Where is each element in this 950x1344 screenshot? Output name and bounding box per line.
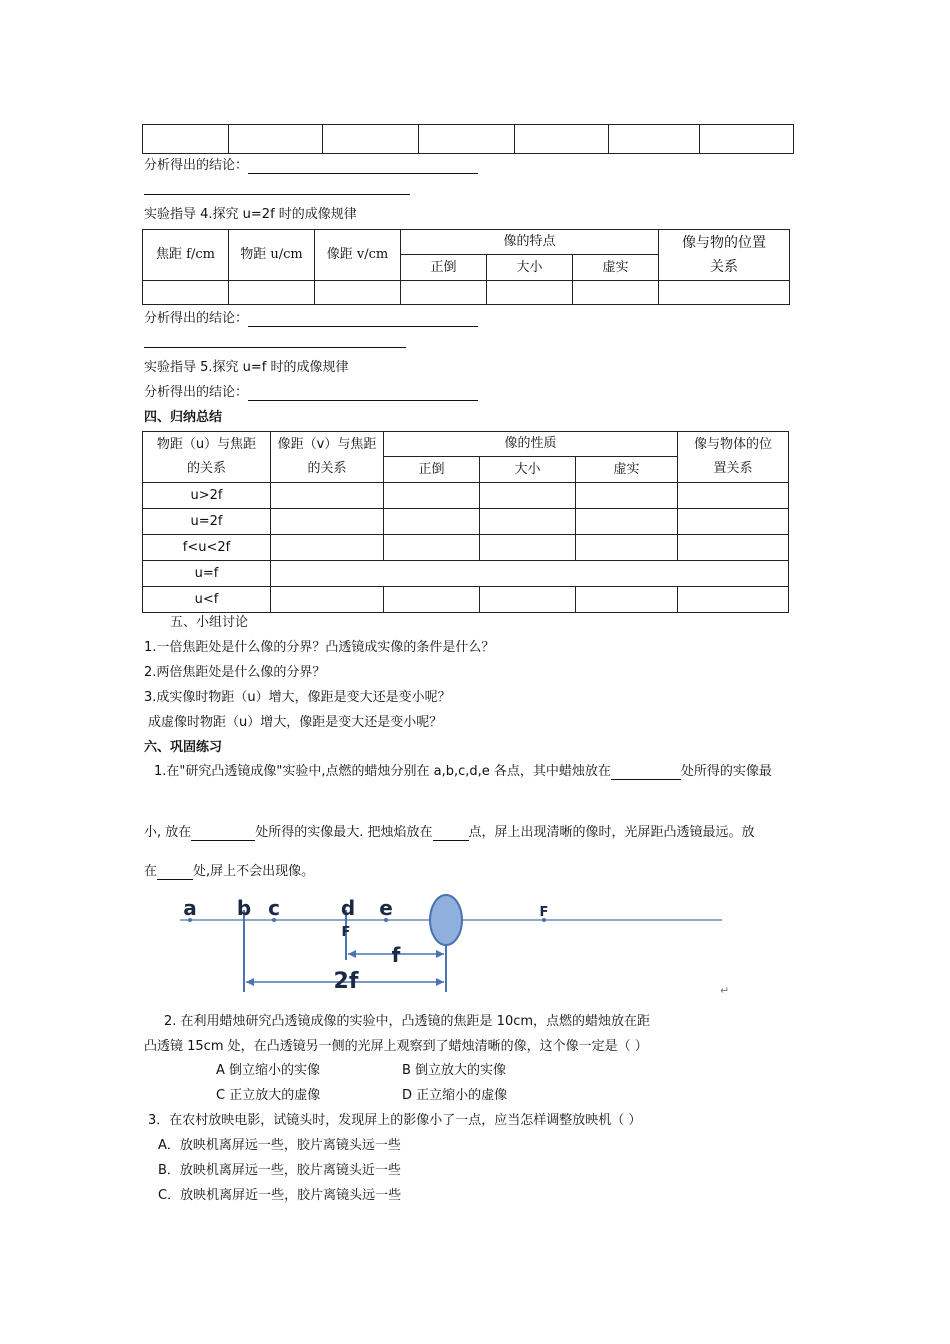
- exercise-text: 处所得的实像最: [680, 764, 772, 779]
- answer-blank[interactable]: [248, 386, 478, 401]
- header-line: 物距（u）与焦距: [156, 437, 257, 452]
- row-label: f<u<2f: [143, 535, 271, 561]
- header-size: 大小: [487, 255, 573, 281]
- lens-diagram: [170, 890, 740, 1000]
- section6-title: 六、巩固练习: [144, 740, 223, 755]
- discussion-q1: 1.一倍焦距处是什么像的分界？凸透镜成实像的条件是什么？: [144, 640, 495, 655]
- table-cell[interactable]: [678, 483, 789, 509]
- answer-blank[interactable]: [248, 312, 478, 327]
- table-cell[interactable]: [271, 587, 384, 613]
- table-cell[interactable]: [678, 509, 789, 535]
- header-image-distance: 像距 v/cm: [315, 230, 401, 281]
- label-e: e: [379, 896, 393, 920]
- exercise-2-line1: 2. 在利用蜡烛研究凸透镜成像的实验中，凸透镜的焦距是 10cm，点燃的蜡烛放在距: [164, 1014, 651, 1029]
- label-d: d: [340, 896, 356, 920]
- header-line: 像与物体的位: [693, 437, 772, 452]
- table-cell[interactable]: [487, 281, 573, 305]
- table-cell[interactable]: [700, 125, 794, 154]
- header-object-distance: 物距 u/cm: [229, 230, 315, 281]
- arrow-head: [246, 978, 254, 986]
- table-cell[interactable]: [576, 509, 678, 535]
- table-cell[interactable]: [323, 125, 419, 154]
- exercise-1-line2: [144, 825, 755, 841]
- header-image-features: 像的特点: [401, 230, 659, 255]
- header-real-virtual: 虚实: [576, 457, 678, 483]
- table-cell[interactable]: [271, 483, 384, 509]
- table-cell[interactable]: [678, 587, 789, 613]
- conclusion-label: 分析得出的结论：: [144, 311, 249, 326]
- top-table: [142, 124, 794, 154]
- header-real-virtual: 虚实: [573, 255, 659, 281]
- table-cell[interactable]: [315, 281, 401, 305]
- exercise-text: 在: [144, 864, 158, 879]
- exercise-2-line2: 凸透镜 15cm 处，在凸透镜另一侧的光屏上观察到了蜡烛清晰的像，这个像一定是（ ）: [144, 1039, 648, 1054]
- table-cell[interactable]: [678, 535, 789, 561]
- table-cell[interactable]: [384, 587, 480, 613]
- table-cell[interactable]: [229, 125, 323, 154]
- table-cell[interactable]: [143, 125, 229, 154]
- exercise-text: 小, 放在: [144, 825, 192, 840]
- table-cell[interactable]: [576, 587, 678, 613]
- header-orientation: 正倒: [401, 255, 487, 281]
- table-cell[interactable]: [573, 281, 659, 305]
- answer-blank[interactable]: [433, 826, 469, 841]
- table-cell[interactable]: [419, 125, 515, 154]
- arrow-head: [348, 950, 356, 958]
- table-cell[interactable]: [143, 281, 229, 305]
- answer-blank[interactable]: [248, 159, 478, 174]
- row-label: u=f: [143, 561, 271, 587]
- exercise-3-question: 3．在农村放映电影，试镜头时，发现屏上的影像小了一点，应当怎样调整放映机（ ）: [148, 1113, 642, 1128]
- table-cell[interactable]: [480, 509, 576, 535]
- option-a[interactable]: A．放映机离屏远一些，胶片离镜头远一些: [158, 1138, 401, 1153]
- header-position-line: 像与物的位置: [682, 235, 766, 251]
- answer-blank[interactable]: [157, 865, 193, 880]
- label-c: c: [268, 896, 280, 920]
- header-line: 像距（v）与焦距: [277, 437, 377, 452]
- table-cell[interactable]: [271, 509, 384, 535]
- table-cell[interactable]: [480, 483, 576, 509]
- header-orientation: 正倒: [384, 457, 480, 483]
- discussion-q4: 成虚像时物距（u）增大，像距是变大还是变小呢？: [148, 715, 443, 730]
- header-position: [678, 432, 789, 483]
- option-c[interactable]: C 正立放大的虚像: [216, 1088, 321, 1103]
- conclusion-3: [144, 385, 478, 401]
- paragraph-mark: ↵: [720, 984, 730, 997]
- section4-title: 四、归纳总结: [144, 410, 223, 425]
- section5-title: 五、小组讨论: [170, 615, 249, 630]
- header-v-relation: [271, 432, 384, 483]
- guide5-title: 实验指导 5.探究 u=f 时的成像规律: [144, 360, 349, 375]
- table-cell[interactable]: [609, 125, 700, 154]
- table-cell-merged[interactable]: [271, 561, 789, 587]
- label-f: f: [391, 943, 401, 967]
- guide4-title: 实验指导 4.探究 u=2f 时的成像规律: [144, 207, 357, 222]
- option-c[interactable]: C．放映机离屏近一些，胶片离镜头远一些: [158, 1188, 402, 1203]
- option-b[interactable]: B．放映机离屏远一些，胶片离镜头近一些: [158, 1163, 401, 1178]
- arrow-head: [436, 978, 444, 986]
- row-label: u=2f: [143, 509, 271, 535]
- header-size: 大小: [480, 457, 576, 483]
- conclusion-label: 分析得出的结论：: [144, 158, 249, 173]
- header-image-nature: 像的性质: [384, 432, 678, 457]
- exercise-text: 1.在"研究凸透镜成像"实验中,点燃的蜡烛分别在 a,b,c,d,e 各点，其中蜡烛放在: [154, 764, 611, 779]
- table-cell[interactable]: [229, 281, 315, 305]
- option-b[interactable]: B 倒立放大的实像: [402, 1063, 507, 1078]
- table-cell[interactable]: [480, 587, 576, 613]
- header-position-line: 关系: [710, 259, 738, 275]
- conclusion-label: 分析得出的结论：: [144, 385, 249, 400]
- exercise-text: 处所得的实像最大. 把烛焰放在: [255, 825, 433, 840]
- option-d[interactable]: D 正立缩小的虚像: [402, 1088, 508, 1103]
- table-cell[interactable]: [271, 535, 384, 561]
- exercise-text: 点，屏上出现清晰的像时，光屏距凸透镜最远。放: [468, 825, 755, 840]
- label-focal-right: F: [539, 905, 549, 920]
- exercise-text: 处,屏上不会出现像。: [193, 864, 315, 879]
- answer-blank[interactable]: [611, 765, 681, 780]
- convex-lens: [430, 895, 462, 945]
- option-a[interactable]: A 倒立缩小的实像: [216, 1063, 321, 1078]
- conclusion-2: [144, 311, 478, 327]
- label-b: b: [236, 896, 252, 920]
- table-cell[interactable]: [576, 535, 678, 561]
- answer-line[interactable]: [144, 194, 410, 195]
- table-cell[interactable]: [515, 125, 609, 154]
- summary-table: [142, 431, 789, 613]
- header-focal: 焦距 f/cm: [143, 230, 229, 281]
- table-cell[interactable]: [401, 281, 487, 305]
- guide4-table: [142, 229, 790, 305]
- table-cell[interactable]: [384, 483, 480, 509]
- row-label: u<f: [143, 587, 271, 613]
- table-cell[interactable]: [384, 509, 480, 535]
- exercise-1-line3: [144, 864, 314, 880]
- label-2f: 2f: [333, 969, 359, 994]
- table-cell[interactable]: [576, 483, 678, 509]
- table-cell[interactable]: [480, 535, 576, 561]
- header-position: [659, 230, 790, 281]
- exercise-1-line1: [154, 764, 772, 780]
- label-a: a: [183, 896, 197, 920]
- table-cell[interactable]: [659, 281, 790, 305]
- discussion-q3: 3.成实像时物距（u）增大，像距是变大还是变小呢？: [144, 690, 451, 705]
- header-line: 的关系: [186, 461, 226, 476]
- answer-blank[interactable]: [191, 826, 255, 841]
- row-label: u>2f: [143, 483, 271, 509]
- arrow-head: [436, 950, 444, 958]
- header-line: 的关系: [307, 461, 347, 476]
- header-u-relation: [143, 432, 271, 483]
- discussion-q2: 2.两倍焦距处是什么像的分界？: [144, 665, 326, 680]
- table-cell[interactable]: [384, 535, 480, 561]
- answer-line[interactable]: [144, 347, 406, 348]
- label-focal-left: F: [341, 925, 351, 940]
- conclusion-1: [144, 158, 478, 174]
- header-line: 置关系: [713, 461, 753, 476]
